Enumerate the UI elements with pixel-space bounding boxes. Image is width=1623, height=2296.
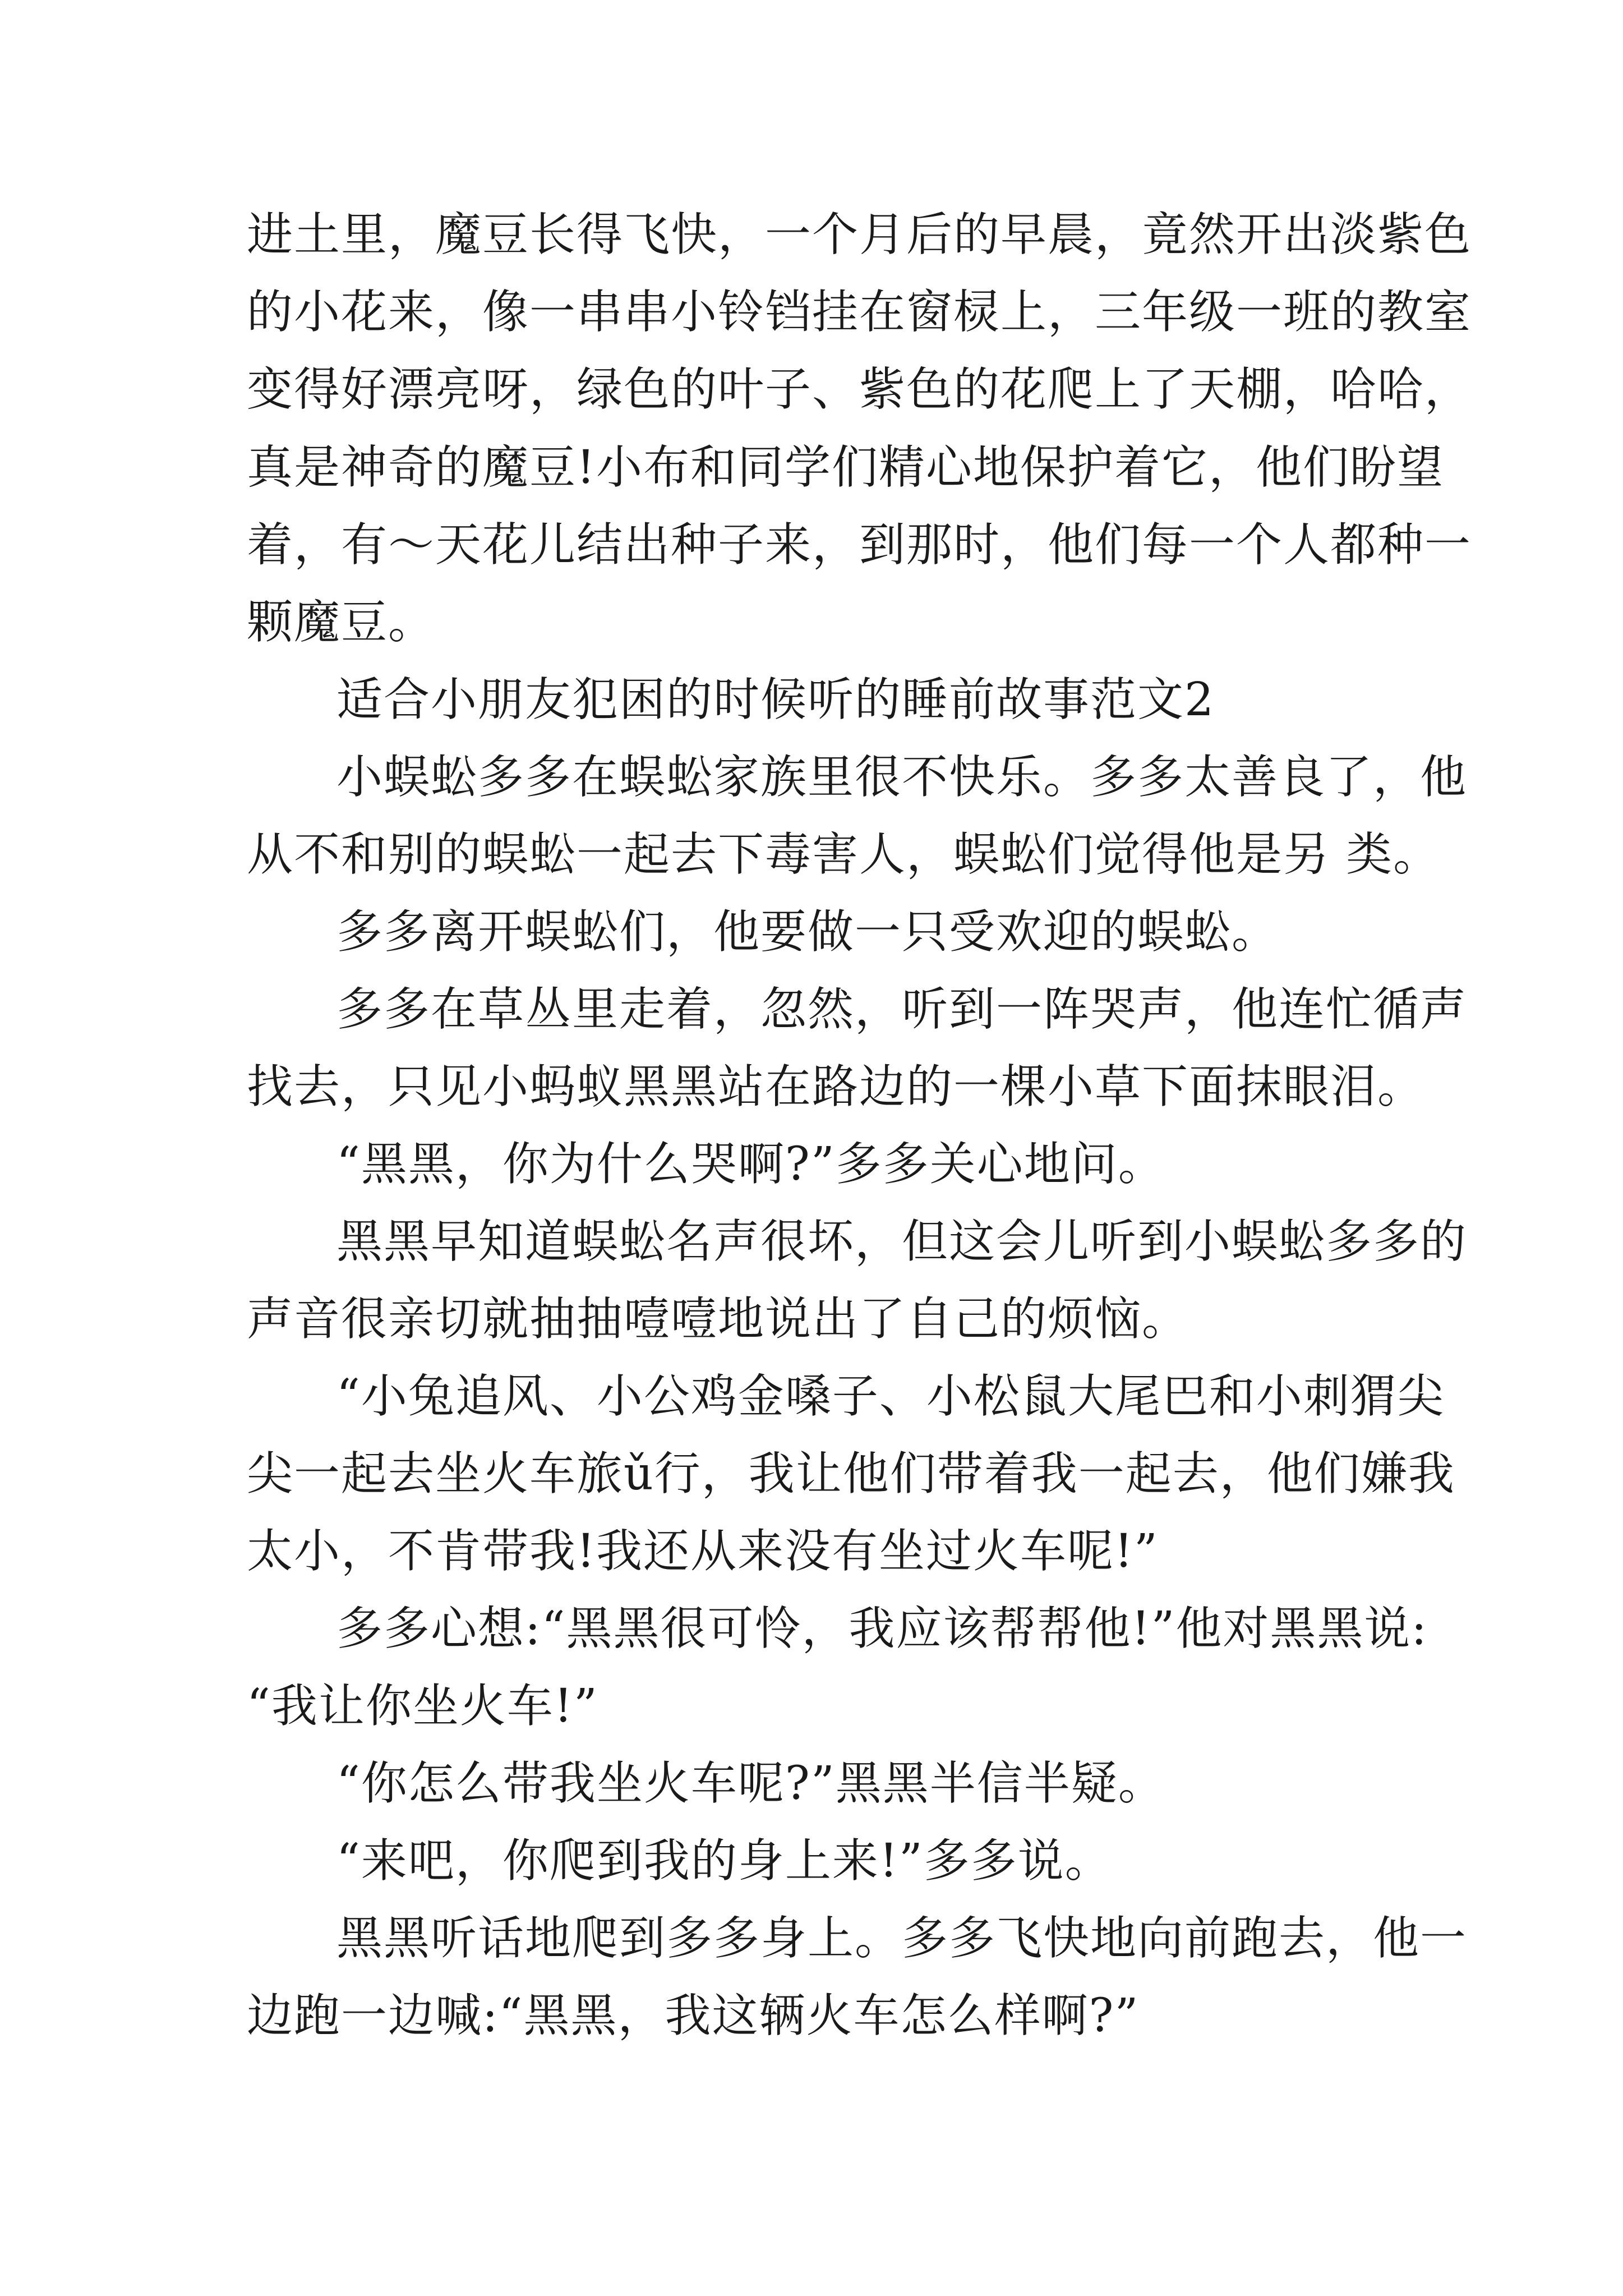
section-heading: 适合小朋友犯困的时候听的睡前故事范文2 [336, 673, 1215, 726]
text-line: “你怎么带我坐火车呢?”黑黑半信半疑。 [336, 1757, 1165, 1810]
text-line: 变得好漂亮呀，绿色的叶子、紫色的花爬上了天棚，哈哈， [247, 363, 1472, 416]
text-line: “小兔追风、小公鸡金嗓子、小松鼠大尾巴和小刺猬尖 [336, 1370, 1445, 1423]
text-line: 从不和别的蜈蚣一起去下毒害人，蜈蚣们觉得他是另 类。 [247, 828, 1441, 881]
text-line: 多多心想:“黑黑很可怜，我应该帮帮他!”他对黑黑说: [336, 1602, 1428, 1655]
text-line: 黑黑早知道蜈蚣名声很坏，但这会儿听到小蜈蚣多多的 [336, 1215, 1468, 1268]
text-line: “黑黑，你为什么哭啊?”多多关心地问。 [336, 1138, 1165, 1191]
text-line: 真是神奇的魔豆!小布和同学们精心地保护着它，他们盼望 [247, 441, 1444, 494]
text-line: 进土里，魔豆长得飞快，一个月后的早晨，竟然开出淡紫色 [247, 208, 1472, 261]
text-line: 尖一起去坐火车旅ǔ行，我让他们带着我一起去，他们嫌我 [247, 1447, 1455, 1501]
text-line: 多多离开蜈蚣们，他要做一只受欢迎的蜈蚣。 [336, 905, 1279, 959]
text-line: 黑黑听话地爬到多多身上。多多飞快地向前跑去，他一 [336, 1912, 1468, 1965]
text-line: 多多在草丛里走着，忽然，听到一阵哭声，他连忙循声 [336, 983, 1468, 1036]
text-line: 边跑一边喊:“黑黑，我这辆火车怎么样啊?” [247, 1989, 1140, 2042]
text-line: 小蜈蚣多多在蜈蚣家族里很不快乐。多多太善良了，他 [336, 751, 1468, 804]
text-line: 声音很亲切就抽抽噎噎地说出了自己的烦恼。 [247, 1292, 1189, 1346]
text-line: “来吧，你爬到我的身上来!”多多说。 [336, 1834, 1112, 1888]
text-line: 太小，不肯带我!我还从来没有坐过火车呢!” [247, 1525, 1159, 1578]
text-line: 找去，只见小蚂蚁黑黑站在路边的一棵小草下面抹眼泪。 [247, 1060, 1425, 1114]
text-line: 颗魔豆。 [247, 596, 436, 649]
text-line: “我让你坐火车!” [247, 1680, 598, 1733]
text-line: 着，有～天花儿结出种子来，到那时，他们每一个人都种一 [247, 518, 1472, 572]
text-line: 的小花来，像一串串小铃铛挂在窗棂上，三年级一班的教室 [247, 286, 1472, 339]
